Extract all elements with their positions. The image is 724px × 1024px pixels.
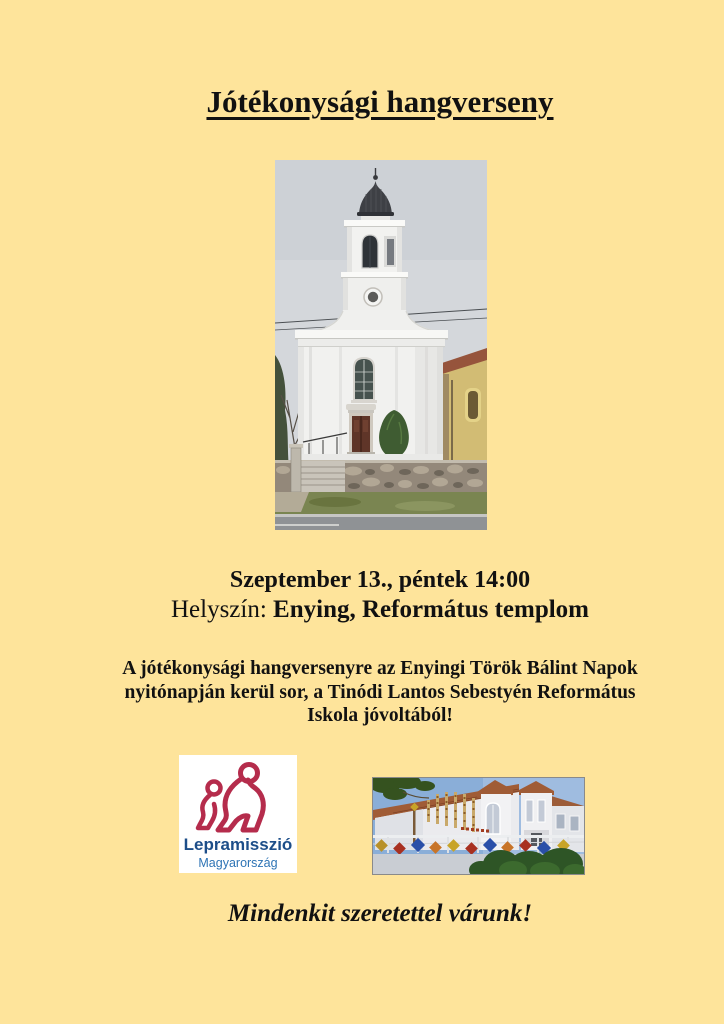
description-line: nyitónapján kerül sor, a Tinódi Lantos Sebestyén Református xyxy=(124,681,636,703)
logo-org-name: Lepramisszió xyxy=(183,835,293,854)
logo-region: Magyarország xyxy=(198,856,278,870)
location-value: Enying, Református templom xyxy=(273,596,590,623)
event-description xyxy=(36,657,724,728)
church-photo-art xyxy=(275,160,487,530)
closing-message: Mindenkit szeretettel várunk! xyxy=(227,900,533,927)
logo-mark xyxy=(185,761,291,833)
lepramisszio-logo xyxy=(179,755,297,873)
school-photo-art xyxy=(373,778,584,874)
description-line: A jótékonysági hangversenyre az Enyingi Török Bálint Napok xyxy=(122,658,638,679)
location-label: Helyszín: xyxy=(170,596,274,623)
school-photo xyxy=(372,777,585,875)
event-datetime: Szeptember 13., péntek 14:00 xyxy=(229,567,531,593)
church-photo xyxy=(275,160,487,530)
event-location xyxy=(36,595,724,624)
poster-title: Jótékonysági hangverseny xyxy=(206,84,554,119)
description-line: Iskola jóvoltából! xyxy=(307,705,453,726)
